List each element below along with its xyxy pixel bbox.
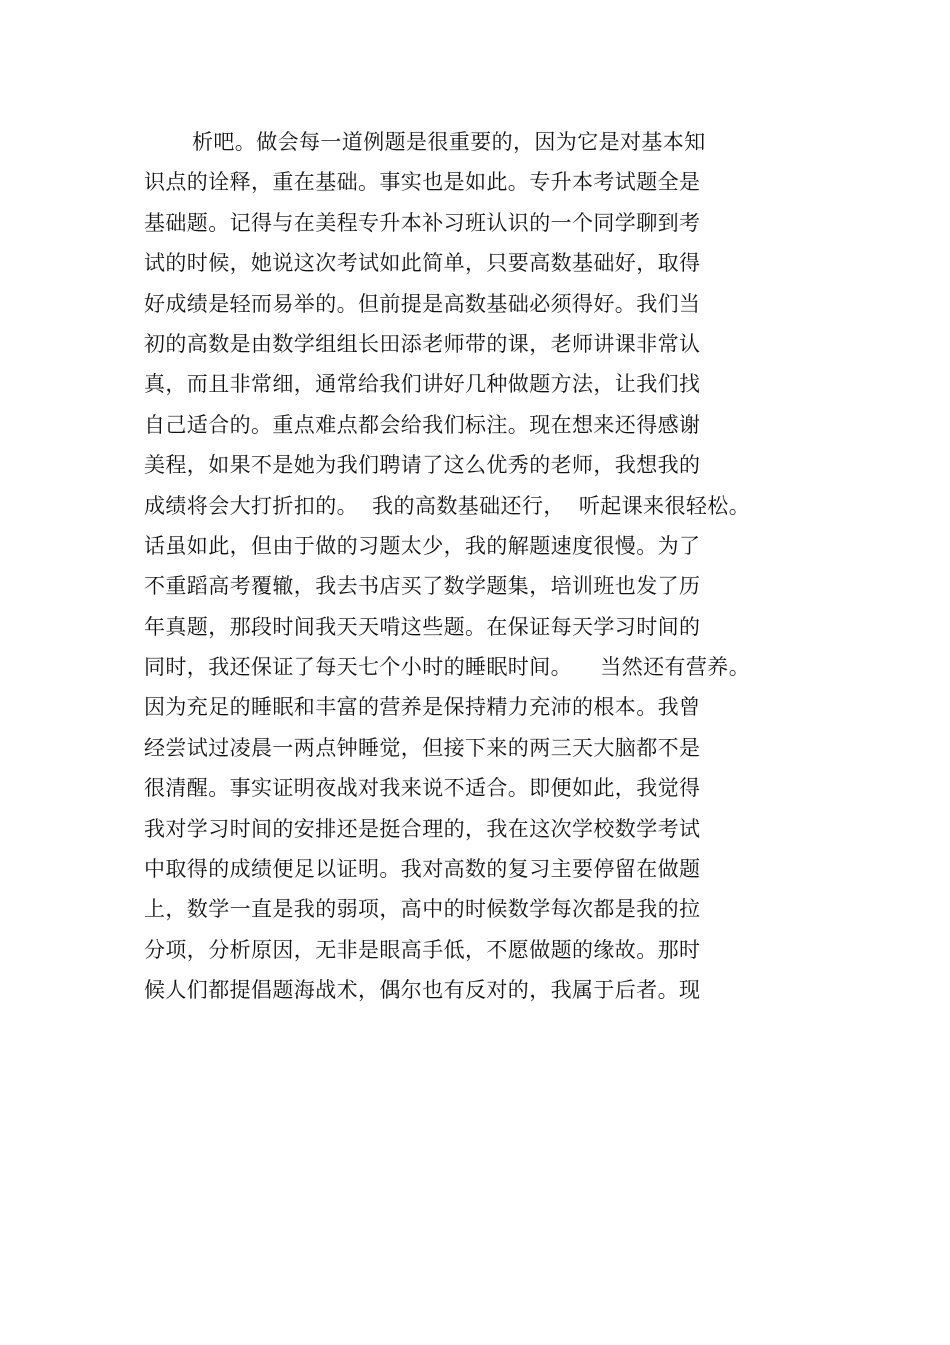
text-line: 同时，我还保证了每天七个小时的睡眠时间。 当然还有营养。	[144, 655, 751, 680]
text-line: 好成绩是轻而易举的。但前提是高数基础必须得好。我们当	[144, 291, 701, 316]
text-line: 上，数学一直是我的弱项，高中的时候数学每次都是我的拉	[144, 897, 701, 922]
text-line: 经尝试过凌晨一两点钟睡觉，但接下来的两三天大脑都不是	[144, 735, 701, 760]
text-line: 不重蹈高考覆辙，我去书店买了数学题集，培训班也发了历	[144, 574, 701, 599]
text-line: 试的时候，她说这次考试如此简单，只要高数基础好，取得	[144, 251, 701, 276]
text-line: 美程，如果不是她为我们聘请了这么优秀的老师，我想我的	[144, 453, 701, 478]
text-line: 基础题。记得与在美程专升本补习班认识的一个同学聊到考	[144, 210, 701, 235]
text-line: 析吧。做会每一道例题是很重要的，因为它是对基本知	[192, 130, 706, 154]
text-line: 很清醒。事实证明夜战对我来说不适合。即便如此，我觉得	[144, 776, 701, 801]
text-line: 自己适合的。重点难点都会给我们标注。现在想来还得感谢	[144, 412, 701, 437]
text-line: 因为充足的睡眠和丰富的营养是保持精力充沛的根本。我曾	[144, 695, 701, 720]
text-line: 初的高数是由数学组组长田添老师带的课，老师讲课非常认	[144, 331, 701, 356]
text-line: 识点的诠释，重在基础。事实也是如此。专升本考试题全是	[144, 170, 701, 195]
text-line: 分项，分析原因，无非是眼高手低，不愿做题的缘故。那时	[144, 937, 701, 962]
text-line: 真，而且非常细，通常给我们讲好几种做题方法，让我们找	[144, 372, 701, 397]
text-line: 候人们都提倡题海战术，偶尔也有反对的，我属于后者。现	[144, 978, 701, 1003]
body-text	[144, 122, 934, 1011]
text-line: 中取得的成绩便足以证明。我对高数的复习主要停留在做题	[144, 857, 701, 882]
text-line: 话虽如此，但由于做的习题太少，我的解题速度很慢。为了	[144, 533, 701, 558]
text-line: 我对学习时间的安排还是挺合理的，我在这次学校数学考试	[144, 816, 701, 841]
text-line: 成绩将会大打折扣的。 我的高数基础还行， 听起课来很轻松。	[144, 493, 751, 518]
text-line: 年真题，那段时间我天天啃这些题。在保证每天学习时间的	[144, 614, 701, 639]
